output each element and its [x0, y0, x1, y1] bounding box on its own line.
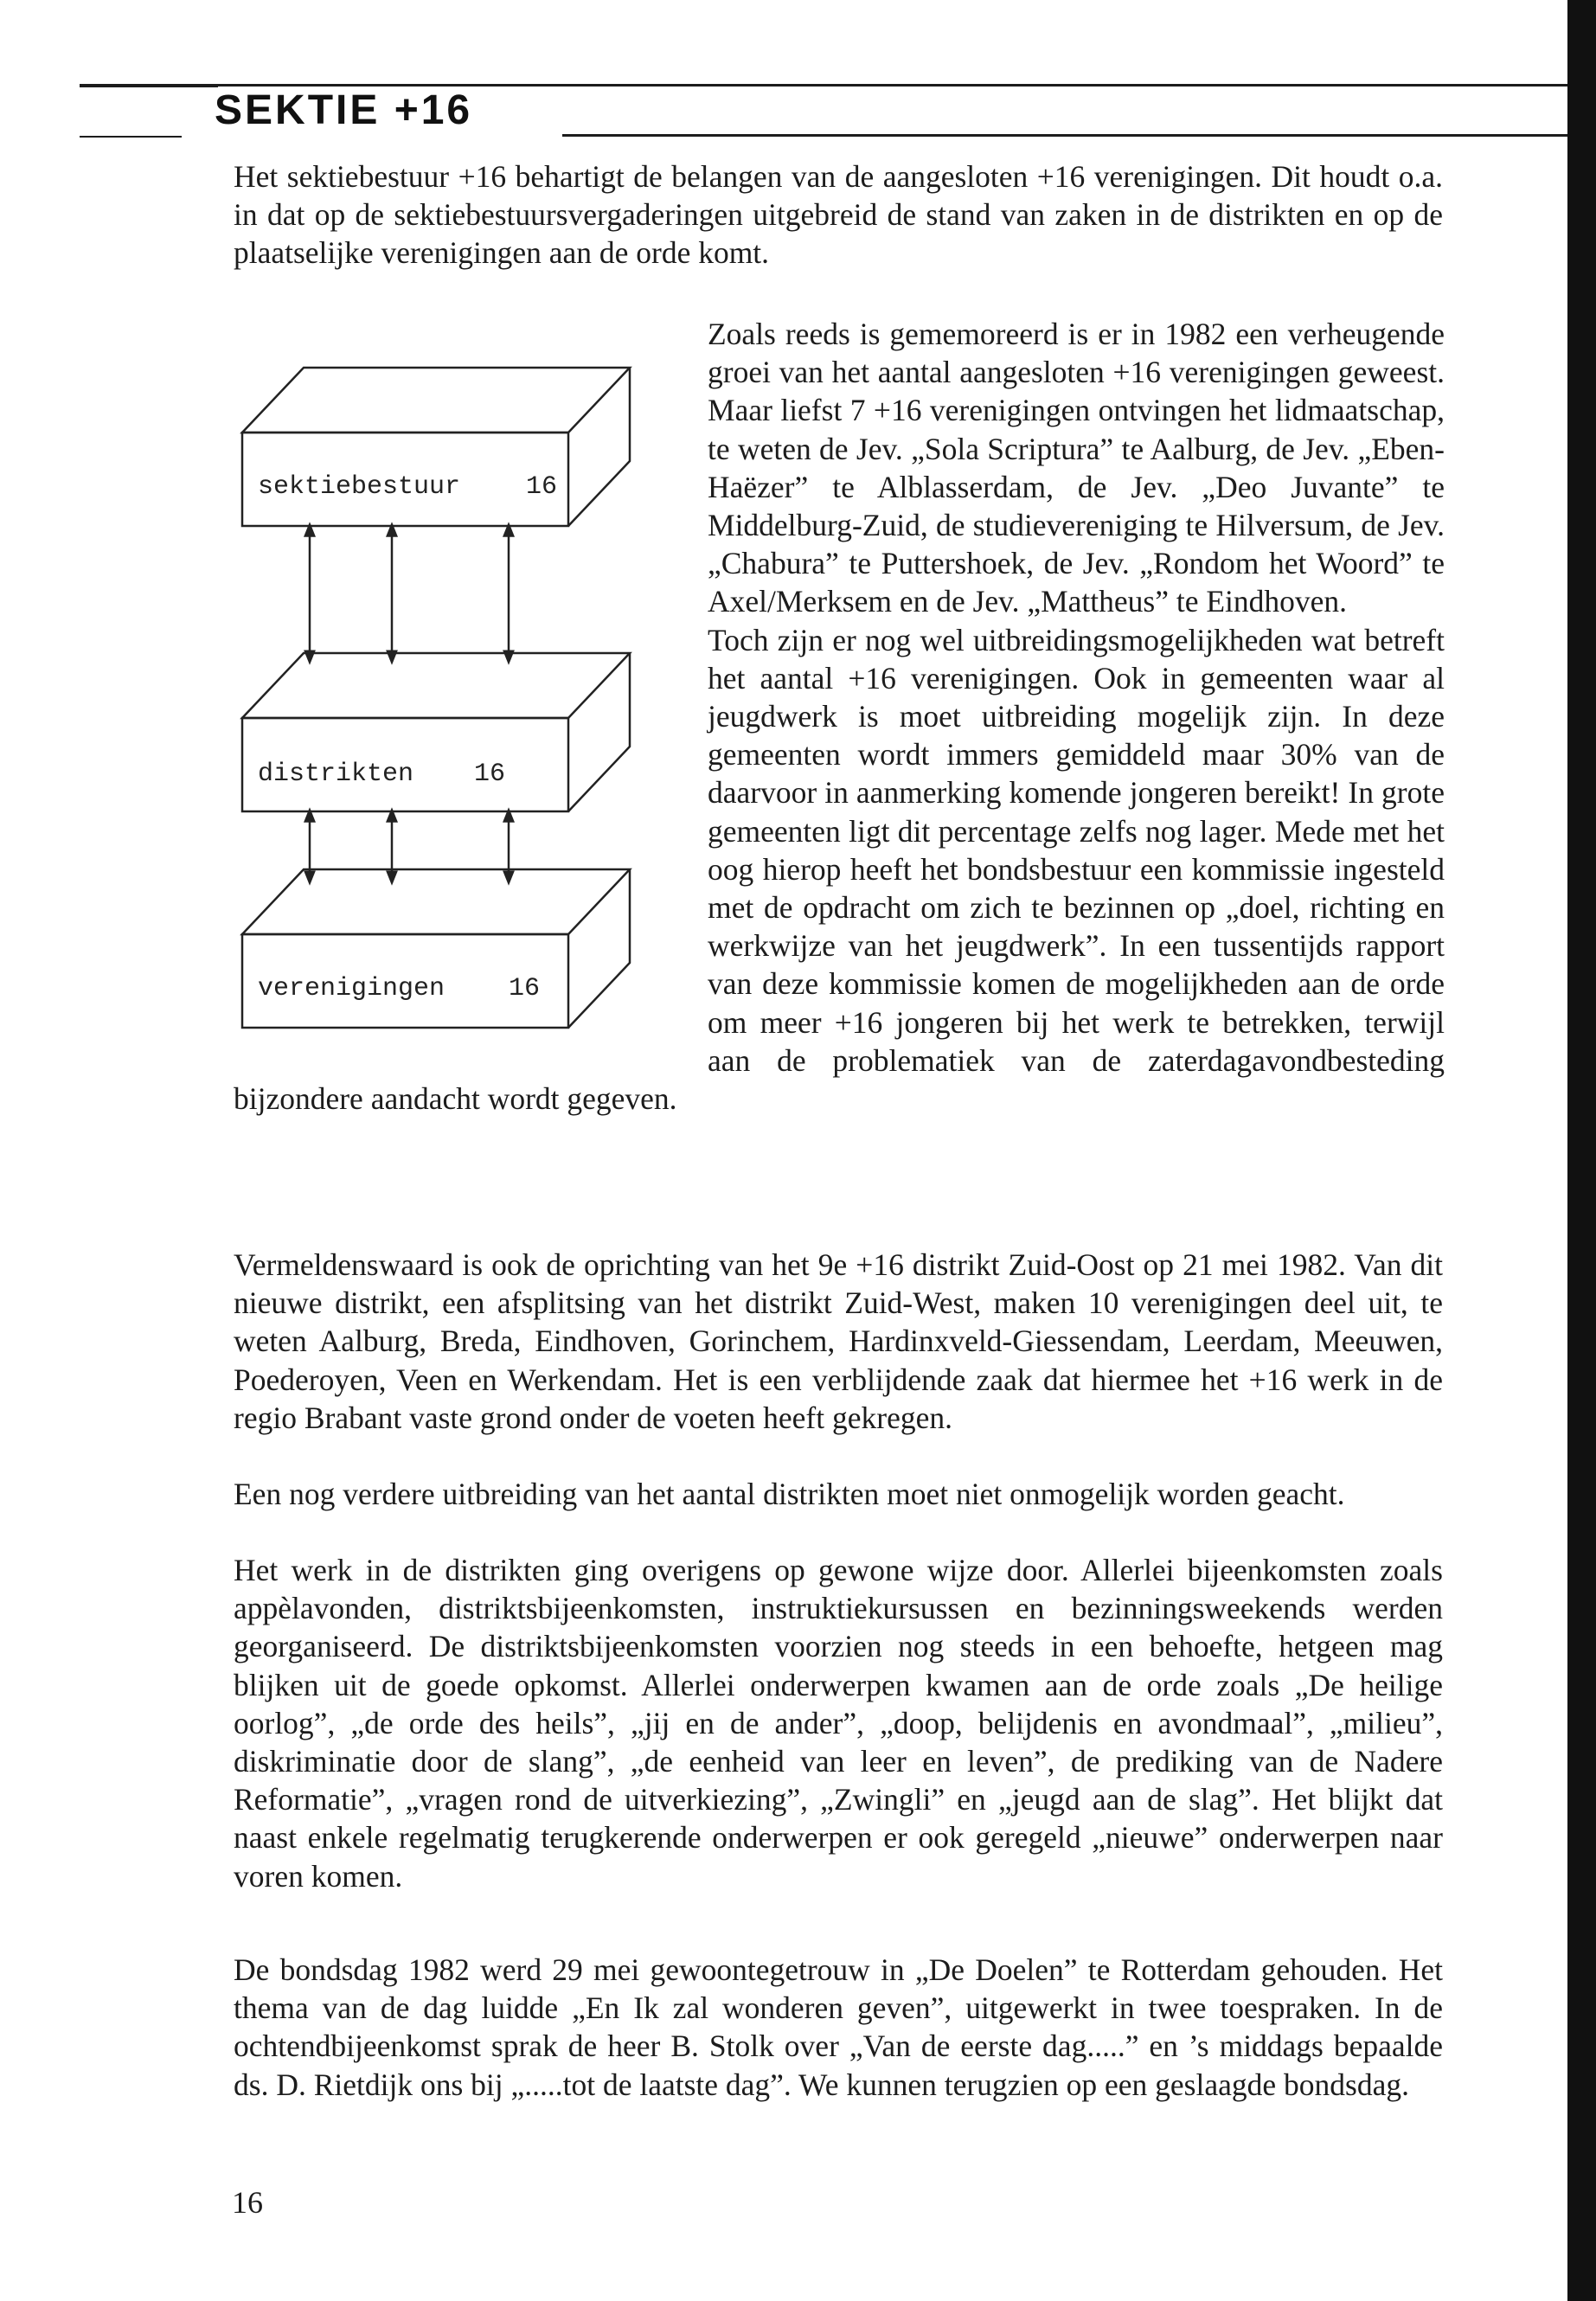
level-number-sektiebestuur: 16: [526, 472, 558, 502]
paragraph-new-district: Vermeldenswaard is ook de oprichting van het 9e +16 distrikt Zuid-Oost op 21 mei 1982. Van dit nieuwe distrikt, een afsplitsing van het distrikt Zuid-West, maken 10 verenigingen deel uit, te weten Aalburg, Breda, Eindhoven, Gorinchem, Hardinxveld-Giessendam, Leerdam, Meeuwen, Poederoyen, Veen en Werkendam. Het is een verblijdende zaak dat hiermee het +16 werk in de regio Brabant vaste grond onder de voeten heeft gekregen.: [234, 1247, 1443, 1435]
paragraph-bondsdag: De bondsdag 1982 werd 29 mei gewoontegetrouw in „De Doelen” te Rotterdam gehouden. Het thema van de dag luidde „En Ik zal wonderen geven”, uitgewerkt in twee toespraken. In de ochtendbijeenkomst sprak de heer B. Stolk over „Van de eerste dag.....” en ’s middags bepaalde ds. D. Rietdijk ons bij „.....tot de laatste dag”. We kunnen terugzien op een geslaagde bondsdag.: [234, 1952, 1443, 2102]
paragraph-new-members: Zoals reeds is gememoreerd is er in 1982 een verheugende groei van het aantal aangesloten +16 verenigingen geweest. Maar liefst 7 +16 verenigingen ontvingen het lidmaatschap, te weten de Jev. „Sola Scriptura” te Aalburg, de Jev. „Eben-Haëzer” te Alblasserdam, de Jev. „Deo Juvante” te Middelburg-Zuid, de studievereniging te Hilversum, de Jev. „Chabura” te Puttershoek, de Jev. „Rondom het Woord” te Axel/Merksem en de Jev. „Mattheus” te Eindhoven.: [708, 317, 1445, 619]
header-rule-left-lower: [80, 136, 182, 138]
level-label-sektiebestuur: sektiebestuur: [258, 472, 461, 502]
paragraph-further-expansion: Een nog verdere uitbreiding van het aantal distrikten moet niet onmogelijk worden geacht.: [234, 1477, 1345, 1511]
section-title: SEKTIE +16: [215, 87, 473, 133]
paragraph-district-work: Het werk in de distrikten ging overigens op gewone wijze door. Allerlei bijeenkomsten zoals appèlavonden, distriktsbijeenkomsten, instruktiekursussen en bezinningsweekends werden georganiseerd. De distriktsbijeenkomsten voorzien nog steeds in een behoefte, hetgeen mag blijken uit de goede opkomst. Allerlei onderwerpen kwamen aan de orde zoals „De heilige oorlog”, „de orde des heils”, „jij en de ander”, „doop, belijdenis en avondmaal”, „milieu”, diskriminatie door de slang”, „de eenheid van leer en leven”, de prediking van de Nadere Reformatie”, „vragen rond de uitverkiezing”, „Zwingli” en „jeugd aan de slag”. Het blijkt dat naast enkele regelmatig terugkerende onderwerpen er ook geregeld „nieuwe” onderwerpen naar voren komen.: [234, 1553, 1443, 1894]
intro-paragraph: Het sektiebestuur +16 behartigt de belangen van de aangesloten +16 verenigingen. Dit houdt o.a. in dat op de sektiebestuursvergaderingen uitgebreid de stand van zaken in de distrikten en op de plaatselijke verenigingen aan de orde komt.: [234, 159, 1443, 271]
scan-edge-shadow: [1567, 0, 1596, 2301]
header-rule-right: [562, 134, 1567, 137]
level-number-distrikten: 16: [474, 760, 506, 789]
page-number: 16: [232, 2185, 263, 2220]
level-number-verenigingen: 16: [509, 974, 541, 1003]
level-label-verenigingen: verenigingen: [258, 974, 445, 1003]
wrapped-text-block: [234, 315, 1445, 1118]
paragraph-expansion: Toch zijn er nog wel uitbreidingsmogelijkheden wat betreft het aantal +16 verenigingen. Ook in gemeenten waar al jeugdwerk is moet uitbreiding mogelijk zijn. In deze gemeenten wordt immers gemiddeld maar 30% van de daarvoor in aanmerking komende jongeren bereikt! In grote gemeenten ligt dit percentage zelfs nog lager. Mede met het oog hierop heeft het bondsbestuur een kommissie ingesteld met de opdracht om zich te bezinnen op „doel, richting en werkwijze van het jeugdwerk”. In een tussentijds rapport van deze kommissie komen de mogelijkheden aan de orde om meer +16 jongeren bij het werk te betrekken, terwijl aan de problematiek van de zaterdagavondbesteding bijzondere aandacht wordt gegeven.: [234, 622, 1445, 1117]
level-label-distrikten: distrikten: [258, 760, 414, 789]
diagram-space: [234, 315, 708, 1050]
header-rule-left: [80, 84, 218, 87]
